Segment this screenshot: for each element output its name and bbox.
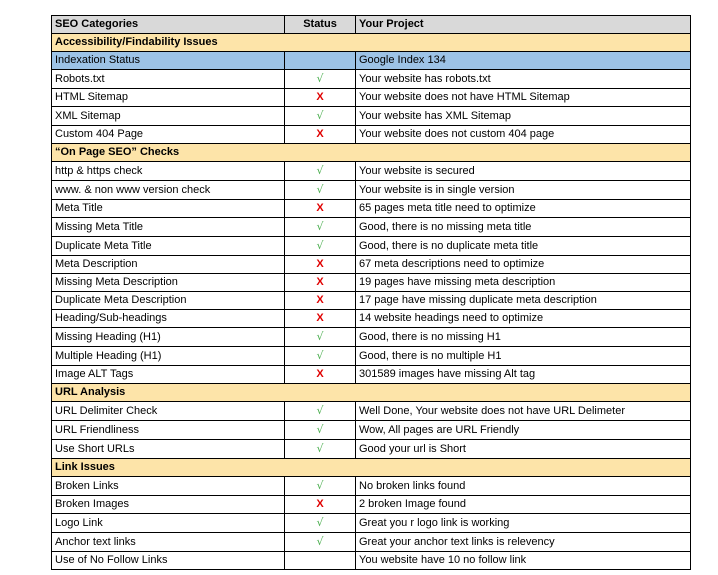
cross-icon: X bbox=[316, 91, 324, 103]
status-cell bbox=[285, 477, 356, 496]
table-row bbox=[52, 552, 691, 570]
table-row bbox=[52, 310, 691, 328]
project-cell: No broken links found bbox=[356, 477, 691, 496]
check-icon: √ bbox=[316, 423, 324, 436]
section-row bbox=[52, 459, 691, 477]
project-cell: Your website does not have HTML Sitemap bbox=[356, 89, 691, 107]
cross-icon: X bbox=[316, 202, 324, 214]
category-cell: Meta Title bbox=[52, 200, 285, 218]
table-row bbox=[52, 200, 691, 218]
category-cell: Custom 404 Page bbox=[52, 126, 285, 144]
project-cell: 19 pages have missing meta description bbox=[356, 274, 691, 292]
category-cell: http & https check bbox=[52, 162, 285, 181]
cross-icon: X bbox=[316, 498, 324, 510]
check-icon: √ bbox=[316, 183, 324, 196]
table-row bbox=[52, 477, 691, 496]
status-cell bbox=[285, 162, 356, 181]
header-seo-categories: SEO Categories bbox=[52, 16, 285, 34]
seo-audit-table bbox=[51, 15, 691, 570]
project-cell: 67 meta descriptions need to optimize bbox=[356, 256, 691, 274]
status-cell bbox=[285, 310, 356, 328]
category-cell: Missing Meta Description bbox=[52, 274, 285, 292]
check-icon: √ bbox=[316, 535, 324, 548]
section-title: “On Page SEO” Checks bbox=[52, 144, 691, 162]
status-cell bbox=[285, 552, 356, 570]
project-cell: Your website is secured bbox=[356, 162, 691, 181]
table-row bbox=[52, 274, 691, 292]
check-icon: √ bbox=[316, 164, 324, 177]
check-icon: √ bbox=[316, 109, 324, 122]
category-cell: Robots.txt bbox=[52, 70, 285, 89]
status-cell bbox=[285, 200, 356, 218]
category-cell: Duplicate Meta Description bbox=[52, 292, 285, 310]
project-cell: Good, there is no duplicate meta title bbox=[356, 237, 691, 256]
status-cell bbox=[285, 89, 356, 107]
status-cell bbox=[285, 181, 356, 200]
table-row bbox=[52, 366, 691, 384]
section-row bbox=[52, 34, 691, 52]
status-cell bbox=[285, 496, 356, 514]
check-icon: √ bbox=[316, 349, 324, 362]
project-cell: Google Index 134 bbox=[356, 52, 691, 70]
category-cell: www. & non www version check bbox=[52, 181, 285, 200]
project-cell: Your website is in single version bbox=[356, 181, 691, 200]
table-row bbox=[52, 52, 691, 70]
section-title: URL Analysis bbox=[52, 384, 691, 402]
category-cell: Broken Links bbox=[52, 477, 285, 496]
status-cell bbox=[285, 107, 356, 126]
project-cell: Good your url is Short bbox=[356, 440, 691, 459]
table-row bbox=[52, 126, 691, 144]
check-icon: √ bbox=[316, 330, 324, 343]
table-row bbox=[52, 162, 691, 181]
check-icon: √ bbox=[316, 404, 324, 417]
section-row bbox=[52, 384, 691, 402]
header-status: Status bbox=[285, 16, 356, 34]
category-cell: Meta Description bbox=[52, 256, 285, 274]
check-icon: √ bbox=[316, 442, 324, 455]
project-cell: 14 website headings need to optimize bbox=[356, 310, 691, 328]
category-cell: Logo Link bbox=[52, 514, 285, 533]
status-cell bbox=[285, 366, 356, 384]
category-cell: XML Sitemap bbox=[52, 107, 285, 126]
check-icon: √ bbox=[316, 220, 324, 233]
cross-icon: X bbox=[316, 258, 324, 270]
table-row bbox=[52, 402, 691, 421]
status-cell bbox=[285, 533, 356, 552]
status-cell bbox=[285, 421, 356, 440]
header-your-project: Your Project bbox=[356, 16, 691, 34]
cross-icon: X bbox=[316, 276, 324, 288]
status-cell bbox=[285, 52, 356, 70]
table-row bbox=[52, 328, 691, 347]
project-cell: Good, there is no missing H1 bbox=[356, 328, 691, 347]
project-cell: 301589 images have missing Alt tag bbox=[356, 366, 691, 384]
project-cell: Your website does not custom 404 page bbox=[356, 126, 691, 144]
table-row bbox=[52, 107, 691, 126]
category-cell: Anchor text links bbox=[52, 533, 285, 552]
status-cell bbox=[285, 347, 356, 366]
project-cell: Your website has robots.txt bbox=[356, 70, 691, 89]
project-cell: 65 pages meta title need to optimize bbox=[356, 200, 691, 218]
seo-audit-table-wrapper bbox=[51, 15, 691, 570]
category-cell: Heading/Sub-headings bbox=[52, 310, 285, 328]
category-cell: HTML Sitemap bbox=[52, 89, 285, 107]
category-cell: URL Friendliness bbox=[52, 421, 285, 440]
check-icon: √ bbox=[316, 479, 324, 492]
category-cell: Missing Meta Title bbox=[52, 218, 285, 237]
section-title: Link Issues bbox=[52, 459, 691, 477]
table-row bbox=[52, 256, 691, 274]
table-body bbox=[52, 34, 691, 570]
project-cell: Good, there is no multiple H1 bbox=[356, 347, 691, 366]
table-row bbox=[52, 440, 691, 459]
category-cell: Multiple Heading (H1) bbox=[52, 347, 285, 366]
status-cell bbox=[285, 274, 356, 292]
project-cell: Well Done, Your website does not have URL Delimeter bbox=[356, 402, 691, 421]
project-cell: You website have 10 no follow link bbox=[356, 552, 691, 570]
status-cell bbox=[285, 292, 356, 310]
check-icon: √ bbox=[316, 239, 324, 252]
table-row bbox=[52, 89, 691, 107]
status-cell bbox=[285, 440, 356, 459]
cross-icon: X bbox=[316, 312, 324, 324]
project-cell: Wow, All pages are URL Friendly bbox=[356, 421, 691, 440]
category-cell: Use Short URLs bbox=[52, 440, 285, 459]
category-cell: Duplicate Meta Title bbox=[52, 237, 285, 256]
table-row bbox=[52, 237, 691, 256]
project-cell: Great you r logo link is working bbox=[356, 514, 691, 533]
cross-icon: X bbox=[316, 368, 324, 380]
table-row bbox=[52, 292, 691, 310]
status-cell bbox=[285, 218, 356, 237]
status-cell bbox=[285, 514, 356, 533]
table-row bbox=[52, 533, 691, 552]
table-header-row bbox=[52, 16, 691, 34]
table-row bbox=[52, 421, 691, 440]
status-cell bbox=[285, 256, 356, 274]
project-cell: 17 page have missing duplicate meta description bbox=[356, 292, 691, 310]
status-cell bbox=[285, 237, 356, 256]
table-row bbox=[52, 70, 691, 89]
cross-icon: X bbox=[316, 128, 324, 140]
check-icon: √ bbox=[316, 516, 324, 529]
category-cell: Image ALT Tags bbox=[52, 366, 285, 384]
category-cell: Indexation Status bbox=[52, 52, 285, 70]
table-row bbox=[52, 347, 691, 366]
check-icon: √ bbox=[316, 72, 324, 85]
section-title: Accessibility/Findability Issues bbox=[52, 34, 691, 52]
status-cell bbox=[285, 126, 356, 144]
project-cell: 2 broken Image found bbox=[356, 496, 691, 514]
status-cell bbox=[285, 402, 356, 421]
status-cell bbox=[285, 70, 356, 89]
project-cell: Good, there is no missing meta title bbox=[356, 218, 691, 237]
table-row bbox=[52, 514, 691, 533]
table-row bbox=[52, 218, 691, 237]
table-row bbox=[52, 496, 691, 514]
category-cell: URL Delimiter Check bbox=[52, 402, 285, 421]
category-cell: Broken Images bbox=[52, 496, 285, 514]
status-cell bbox=[285, 328, 356, 347]
category-cell: Missing Heading (H1) bbox=[52, 328, 285, 347]
table-row bbox=[52, 181, 691, 200]
category-cell: Use of No Follow Links bbox=[52, 552, 285, 570]
project-cell: Great your anchor text links is relevency bbox=[356, 533, 691, 552]
section-row bbox=[52, 144, 691, 162]
cross-icon: X bbox=[316, 294, 324, 306]
project-cell: Your website has XML Sitemap bbox=[356, 107, 691, 126]
